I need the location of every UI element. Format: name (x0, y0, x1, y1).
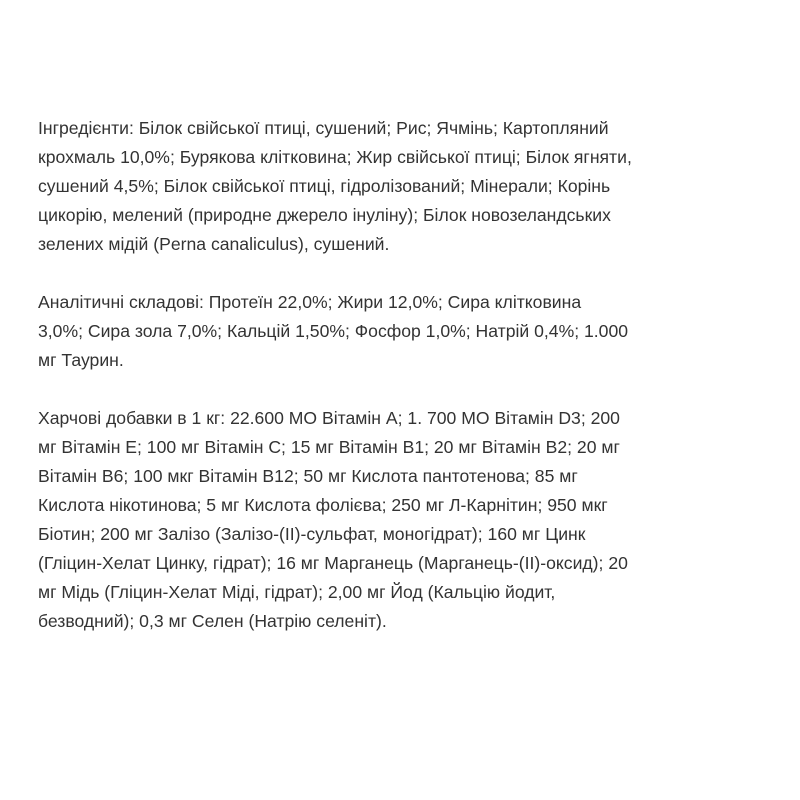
text-line: зелених мідій (Perna canaliculus), сушений. (38, 234, 390, 254)
text-line: Біотин; 200 мг Залізо (Залізо-(II)-сульфат, моногідрат); 160 мг Цинк (38, 524, 586, 544)
ingredients-paragraph (38, 114, 762, 259)
text-line: Харчові добавки в 1 кг: 22.600 МО Вітамін А; 1. 700 МО Вітамін D3; 200 (38, 408, 620, 428)
nutritional-additives-paragraph (38, 404, 762, 636)
text-line: мг Таурин. (38, 350, 124, 370)
text-line: безводний); 0,3 мг Селен (Натрію селеніт). (38, 611, 387, 631)
text-line: 3,0%; Сира зола 7,0%; Кальцій 1,50%; Фосфор 1,0%; Натрій 0,4%; 1.000 (38, 321, 629, 341)
composition-text (38, 114, 762, 665)
text-line: Аналітичні складові: Протеїн 22,0%; Жири 12,0%; Сира клітковина (38, 292, 582, 312)
text-line: Вітамін В6; 100 мкг Вітамін В12; 50 мг Кислота пантотенова; 85 мг (38, 466, 578, 486)
text-line: цикорію, мелений (природне джерело інуліну); Білок новозеландських (38, 205, 611, 225)
text-line: мг Вітамін Е; 100 мг Вітамін С; 15 мг Вітамін В1; 20 мг Вітамін В2; 20 мг (38, 437, 620, 457)
text-line: сушений 4,5%; Білок свійської птиці, гідролізований; Мінерали; Корінь (38, 176, 611, 196)
text-line: (Гліцин-Хелат Цинку, гідрат); 16 мг Марганець (Марганець-(II)-оксид); 20 (38, 553, 628, 573)
text-line: мг Мідь (Гліцин-Хелат Міді, гідрат); 2,00 мг Йод (Кальцію йодит, (38, 582, 556, 602)
text-line: Інгредієнти: Білок свійської птиці, сушений; Рис; Ячмінь; Картопляний (38, 118, 609, 138)
analytical-components-paragraph (38, 288, 762, 375)
text-line: Кислота нікотинова; 5 мг Кислота фолієва; 250 мг Л-Карнітин; 950 мкг (38, 495, 608, 515)
text-line: крохмаль 10,0%; Бурякова клітковина; Жир свійської птиці; Білок ягняти, (38, 147, 632, 167)
